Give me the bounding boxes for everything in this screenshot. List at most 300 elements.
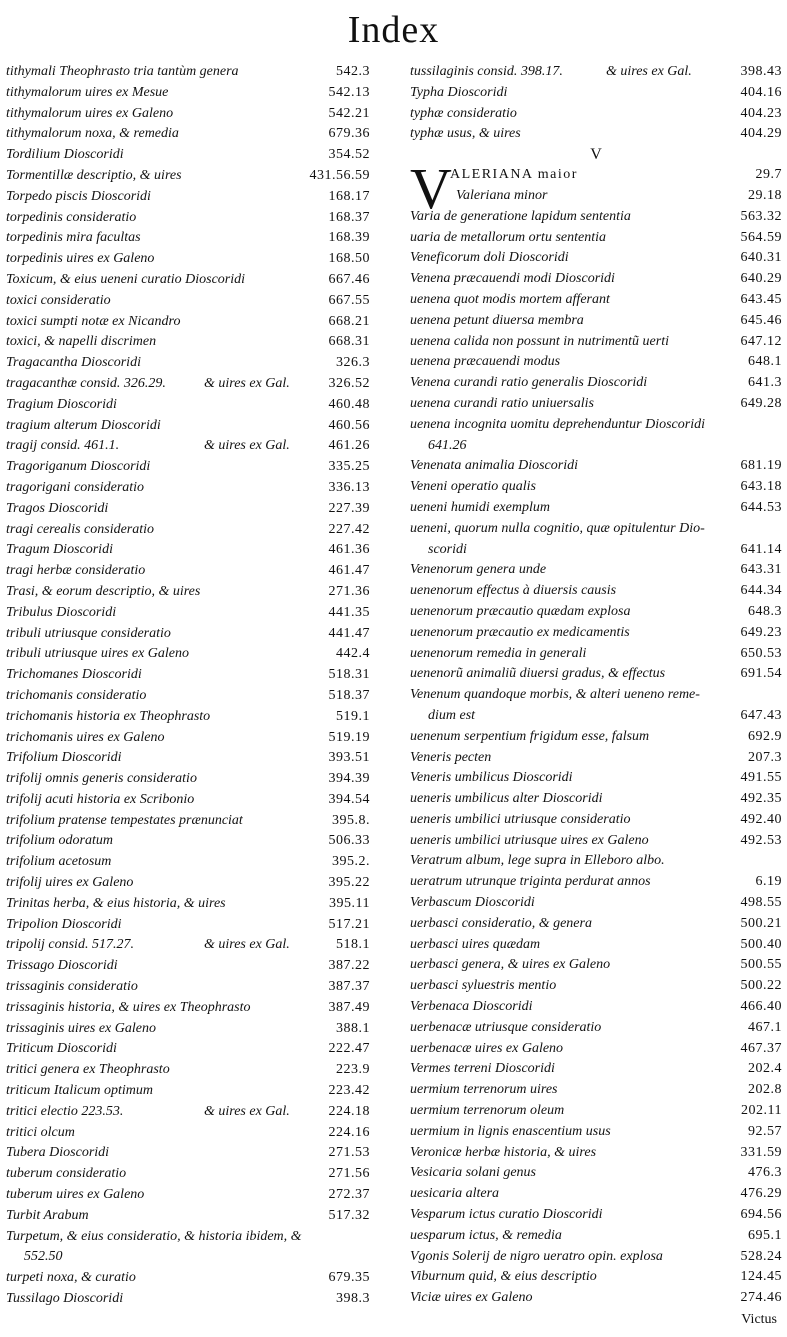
index-entry xyxy=(6,436,370,457)
entry-text: uerbenacæ utriusque consideratio xyxy=(410,1019,602,1035)
entry-text: Venenorum genera unde xyxy=(410,562,547,578)
page-reference: 271.36 xyxy=(328,583,370,599)
page-reference: 641.3 xyxy=(748,375,782,391)
index-entry xyxy=(6,1123,370,1144)
index-entry xyxy=(6,291,370,312)
entry-text: tragorigani consideratio xyxy=(6,479,145,495)
entry-text: tragi cerealis consideratio xyxy=(6,521,155,537)
page-reference: 461.47 xyxy=(328,563,370,579)
entry-text: trichomanis consideratio xyxy=(6,687,147,703)
page-reference: 500.22 xyxy=(740,978,782,994)
index-entry xyxy=(6,208,370,229)
entry-text: ueneris umbilici utriusque consideratio xyxy=(410,811,631,827)
entry-text: tribuli utriusque consideratio xyxy=(6,625,171,641)
index-entry xyxy=(6,831,370,852)
index-entry xyxy=(6,1102,370,1123)
page-reference: 441.47 xyxy=(328,625,370,641)
page-reference: 387.22 xyxy=(328,958,370,974)
entry-text: trissaginis uires ex Galeno xyxy=(6,1020,156,1036)
page-reference: 650.53 xyxy=(740,645,782,661)
page-reference: 393.51 xyxy=(328,750,370,766)
page-reference: 498.55 xyxy=(740,895,782,911)
index-entry xyxy=(6,707,370,728)
page-reference: 326.52 xyxy=(328,375,370,391)
page-reference: 442.4 xyxy=(336,646,370,662)
page-reference: 227.39 xyxy=(328,500,370,516)
index-entry xyxy=(6,395,370,416)
entry-text: toxici consideratio xyxy=(6,292,111,308)
entry-text: Tubera Dioscoridi xyxy=(6,1145,110,1161)
index-entry xyxy=(6,228,370,249)
page-reference: 542.21 xyxy=(328,105,370,121)
index-entry xyxy=(410,623,782,644)
entry-text: Verbenaca Dioscoridi xyxy=(410,999,533,1015)
entry-text: tithymalorum noxa, & remedia xyxy=(6,126,179,142)
index-entry xyxy=(6,894,370,915)
page-reference: 563.32 xyxy=(740,208,782,224)
page-reference: 519.19 xyxy=(328,729,370,745)
entry-text: Venena præcauendi modi Dioscoridi xyxy=(410,271,615,287)
entry-text: uenena præcauendi modus xyxy=(410,354,561,370)
index-entry xyxy=(6,62,370,83)
entry-text: uaria de metallorum ortu sententia xyxy=(410,229,606,245)
index-entry xyxy=(6,1206,370,1227)
index-entry xyxy=(410,1163,782,1184)
page-reference: 542.3 xyxy=(336,64,370,79)
index-entry xyxy=(410,373,782,394)
page-reference: 694.56 xyxy=(740,1207,782,1223)
page-reference: 202.4 xyxy=(748,1061,782,1077)
page-reference: 467.37 xyxy=(740,1040,782,1056)
page-reference: 500.21 xyxy=(740,915,782,931)
entry-text: uermium terrenorum uires xyxy=(410,1082,558,1098)
page-reference: 506.33 xyxy=(328,833,370,849)
index-entry xyxy=(410,976,782,997)
page-reference: 476.29 xyxy=(740,1186,782,1202)
index-entry xyxy=(6,457,370,478)
page-reference: 168.39 xyxy=(328,230,370,246)
index-entry xyxy=(6,332,370,353)
page-reference: 398.43 xyxy=(740,64,782,79)
index-entry xyxy=(410,789,782,810)
entry-text: uenena curandi ratio uniuersalis xyxy=(410,395,594,411)
entry-text: Tripolion Dioscoridi xyxy=(6,916,122,932)
index-entry xyxy=(6,312,370,333)
page-reference: 668.21 xyxy=(328,313,370,329)
entry-text: Viciæ uires ex Galeno xyxy=(410,1290,533,1306)
index-entry xyxy=(410,456,782,477)
page-reference: 395.8. xyxy=(332,812,370,828)
entry-text: Vgonis Solerij de nigro ueratro opin. explosa xyxy=(410,1248,663,1264)
entry-text: Tribulus Dioscoridi xyxy=(6,604,117,620)
entry-text: Venenata animalia Dioscoridi xyxy=(410,458,578,474)
page-reference: 695.1 xyxy=(748,1227,782,1243)
page-reference: 528.24 xyxy=(740,1248,782,1264)
page-reference: 404.16 xyxy=(740,84,782,100)
page-reference: 6.19 xyxy=(755,874,782,890)
page-reference: 395.22 xyxy=(328,875,370,891)
page-reference: 542.13 xyxy=(328,84,370,100)
page-reference: 335.25 xyxy=(328,459,370,475)
page-reference: 460.48 xyxy=(328,396,370,412)
entry-text: Tormentillæ descriptio, & uires xyxy=(6,167,182,183)
index-entry xyxy=(6,998,370,1019)
entry-addendum: & uires ex Gal. xyxy=(204,937,290,953)
page-reference: 491.55 xyxy=(740,770,782,786)
page-reference: 395.11 xyxy=(329,895,370,911)
index-entry xyxy=(410,1101,782,1122)
page-reference: 643.45 xyxy=(740,291,782,307)
entry-text: Veneris umbilicus Dioscoridi xyxy=(410,770,573,786)
page-reference: 500.40 xyxy=(740,936,782,952)
page-reference: 645.46 xyxy=(740,312,782,328)
entry-text: uenenum serpentium frigidum esse, falsum xyxy=(410,728,650,744)
index-entry xyxy=(410,1059,782,1080)
index-entry xyxy=(410,540,782,561)
entry-text: tragacanthæ consid. 326.29. xyxy=(6,375,166,391)
entry-text: Trasi, & eorum descriptio, & uires xyxy=(6,583,201,599)
page-reference: 649.28 xyxy=(740,395,782,411)
page-reference: 667.46 xyxy=(328,271,370,287)
drop-cap: V xyxy=(410,156,452,222)
entry-text: dium est xyxy=(428,707,476,723)
index-entry xyxy=(6,769,370,790)
index-entry xyxy=(6,1164,370,1185)
entry-text: uenena petunt diuersa membra xyxy=(410,312,584,328)
entry-text: uenenorũ animaliũ diuersi gradus, & effectus xyxy=(410,666,666,682)
entry-text: Tussilago Dioscoridi xyxy=(6,1291,124,1307)
entry-text: ueneni humidi exemplum xyxy=(410,499,550,515)
index-entry xyxy=(6,811,370,832)
entry-text: tritici electio 223.53. xyxy=(6,1103,124,1119)
page-reference: 227.42 xyxy=(328,521,370,537)
page-reference: 460.56 xyxy=(328,417,370,433)
page-reference: 692.9 xyxy=(748,728,782,744)
index-entry xyxy=(410,352,782,373)
entry-text: tritici olcum xyxy=(6,1124,75,1140)
entry-text: tragium alterum Dioscoridi xyxy=(6,417,161,433)
section-letter: V xyxy=(590,146,602,164)
page-reference: 679.36 xyxy=(328,126,370,142)
page-reference: 202.8 xyxy=(748,1082,782,1098)
entry-text: Veneni operatio qualis xyxy=(410,479,536,495)
index-entry xyxy=(410,332,782,353)
index-entry xyxy=(410,893,782,914)
page-reference: 643.18 xyxy=(740,479,782,495)
entry-text: ueratrum utrunque triginta perdurat annos xyxy=(410,874,651,890)
entry-text: tuberum uires ex Galeno xyxy=(6,1187,145,1203)
index-entry xyxy=(410,1080,782,1101)
entry-text: Turbit Arabum xyxy=(6,1207,89,1223)
page-reference: 641.14 xyxy=(740,541,782,557)
entry-text: tripolij consid. 517.27. xyxy=(6,937,134,953)
page-reference: 394.54 xyxy=(328,791,370,807)
page-reference: 640.31 xyxy=(740,250,782,266)
index-entry xyxy=(6,1143,370,1164)
page-reference: 223.9 xyxy=(336,1062,370,1078)
index-entry xyxy=(410,748,782,769)
page-reference: 29.18 xyxy=(748,187,782,203)
index-entry xyxy=(6,1247,370,1268)
page-reference: 404.29 xyxy=(740,126,782,142)
page-reference: 518.37 xyxy=(328,687,370,703)
index-entry xyxy=(6,249,370,270)
entry-addendum: & uires ex Gal. xyxy=(204,375,290,391)
entry-text: Vesicaria solani genus xyxy=(410,1165,536,1181)
index-entry xyxy=(6,187,370,208)
index-entry xyxy=(6,956,370,977)
page-reference: 644.34 xyxy=(740,583,782,599)
index-entry xyxy=(6,1227,370,1248)
page-reference: 518.31 xyxy=(328,667,370,683)
index-entry xyxy=(410,290,782,311)
index-entry xyxy=(6,873,370,894)
index-entry xyxy=(410,415,782,436)
entry-text: Valeriana minor xyxy=(456,187,548,203)
index-entry xyxy=(410,685,782,706)
page-reference: 431.56.59 xyxy=(309,167,370,183)
entry-text: trifolij uires ex Galeno xyxy=(6,875,134,891)
entry-text: trichomanis uires ex Galeno xyxy=(6,729,165,745)
page-title: Index xyxy=(347,9,440,51)
index-entry xyxy=(6,561,370,582)
index-entry xyxy=(410,810,782,831)
page-reference: 388.1 xyxy=(336,1020,370,1036)
entry-text: trissaginis consideratio xyxy=(6,979,138,995)
index-entry xyxy=(410,955,782,976)
page-reference: 461.36 xyxy=(328,542,370,558)
page-reference: 336.13 xyxy=(328,479,370,495)
page-reference: 274.46 xyxy=(740,1290,782,1306)
index-entry xyxy=(410,727,782,748)
page-reference: 492.40 xyxy=(740,811,782,827)
page-reference: 404.23 xyxy=(740,105,782,121)
index-entry xyxy=(410,436,782,457)
index-entry xyxy=(410,997,782,1018)
index-entry xyxy=(6,520,370,541)
page-reference: 92.57 xyxy=(748,1123,782,1139)
page-reference: 518.1 xyxy=(336,937,370,953)
page-reference: 331.59 xyxy=(740,1144,782,1160)
index-entry xyxy=(6,686,370,707)
index-entry xyxy=(410,1267,782,1288)
entry-text: Veneris pecten xyxy=(410,749,492,765)
index-entry xyxy=(410,706,782,727)
index-entry xyxy=(6,665,370,686)
index-entry xyxy=(6,582,370,603)
index-entry xyxy=(6,478,370,499)
index-entry xyxy=(6,374,370,395)
index-entry xyxy=(410,83,782,104)
entry-text: uermium terrenorum oleum xyxy=(410,1103,565,1119)
entry-text: Triticum Dioscoridi xyxy=(6,1041,117,1057)
index-entry xyxy=(6,852,370,873)
index-entry xyxy=(410,1018,782,1039)
entry-text: Venena curandi ratio generalis Dioscoridi xyxy=(410,375,648,391)
entry-text: Venenum quandoque morbis, & alteri ueneno reme- xyxy=(410,687,700,703)
index-entry xyxy=(6,145,370,166)
entry-text: typhæ consideratio xyxy=(410,105,517,121)
index-entry xyxy=(6,603,370,624)
entry-text: uesparum ictus, & remedia xyxy=(410,1227,562,1243)
entry-text: torpedinis uires ex Galeno xyxy=(6,251,155,267)
index-entry xyxy=(410,602,782,623)
page-reference: 492.53 xyxy=(740,832,782,848)
entry-text: trichomanis historia ex Theophrasto xyxy=(6,708,211,724)
page-reference: 168.50 xyxy=(328,251,370,267)
page-reference: 224.18 xyxy=(328,1103,370,1119)
entry-text: ueneni, quorum nulla cognitio, quæ opitulentur Dio- xyxy=(410,520,705,536)
index-entry xyxy=(410,228,782,249)
page-reference: 271.53 xyxy=(328,1145,370,1161)
page-reference: 441.35 xyxy=(328,604,370,620)
index-entry xyxy=(6,166,370,187)
entry-text: uesicaria altera xyxy=(410,1186,500,1202)
index-entry xyxy=(6,728,370,749)
entry-text: uenena incognita uomitu deprehenduntur Dioscoridi xyxy=(410,416,705,432)
entry-text: Torpedo piscis Dioscoridi xyxy=(6,188,151,204)
page-reference: 644.53 xyxy=(740,499,782,515)
entry-text: uenenorum effectus à diuersis causis xyxy=(410,583,617,599)
entry-text: Tordilium Dioscoridi xyxy=(6,147,124,163)
page-reference: 202.11 xyxy=(741,1103,782,1119)
index-entry xyxy=(410,644,782,665)
entry-addendum: & uires ex Gal. xyxy=(204,438,290,454)
entry-text: Varia de generatione lapidum sententia xyxy=(410,208,631,224)
page-reference: 648.1 xyxy=(748,354,782,370)
entry-text: toxici, & napelli discrimen xyxy=(6,334,157,350)
page-reference: 326.3 xyxy=(336,355,370,371)
index-entry xyxy=(410,248,782,269)
entry-text: trifolij acuti historia ex Scribonio xyxy=(6,791,195,807)
entry-text: tithymali Theophrasto tria tantùm genera xyxy=(6,64,239,79)
page-reference: 649.23 xyxy=(740,624,782,640)
index-entry xyxy=(6,624,370,645)
page-reference: 168.17 xyxy=(328,188,370,204)
entry-text: typhæ usus, & uires xyxy=(410,126,521,142)
index-entry xyxy=(410,768,782,789)
page-reference: 395.2. xyxy=(332,854,370,870)
index-entry xyxy=(6,1268,370,1289)
index-entry xyxy=(410,62,782,83)
entry-text: Trichomanes Dioscoridi xyxy=(6,667,142,683)
entry-text: tithymalorum uires ex Mesue xyxy=(6,84,169,100)
entry-text: Typha Dioscoridi xyxy=(410,84,508,100)
index-entry xyxy=(410,311,782,332)
index-entry xyxy=(410,104,782,125)
index-column-left xyxy=(6,62,370,1310)
entry-text: Tragos Dioscoridi xyxy=(6,500,109,516)
entry-text: turpeti noxa, & curatio xyxy=(6,1270,136,1286)
entry-text: 552.50 xyxy=(24,1249,63,1265)
index-entry xyxy=(6,1019,370,1040)
entry-text: tussilaginis consid. 398.17. xyxy=(410,64,563,79)
index-entry xyxy=(410,477,782,498)
entry-text: tithymalorum uires ex Galeno xyxy=(6,105,174,121)
entry-text: ueneris umbilicus alter Dioscoridi xyxy=(410,791,603,807)
entry-text: Toxicum, & eius ueneni curatio Dioscoridi xyxy=(6,271,246,287)
index-entry xyxy=(410,831,782,852)
entry-text: trifolium acetosum xyxy=(6,854,112,870)
page-reference: 387.49 xyxy=(328,999,370,1015)
index-entry xyxy=(410,1226,782,1247)
entry-text: Tragum Dioscoridi xyxy=(6,542,113,558)
entry-text: Turpetum, & eius consideratio, & historia ibidem, & xyxy=(6,1228,302,1244)
index-entry xyxy=(6,83,370,104)
page-reference: 387.37 xyxy=(328,979,370,995)
page-reference: 668.31 xyxy=(328,334,370,350)
index-entry xyxy=(6,790,370,811)
entry-text: tragi herbæ consideratio xyxy=(6,563,146,579)
index-entry xyxy=(6,977,370,998)
page-reference: 500.55 xyxy=(740,957,782,973)
page-reference: 476.3 xyxy=(748,1165,782,1181)
index-entry xyxy=(410,581,782,602)
page-reference: 168.37 xyxy=(328,209,370,225)
entry-text: Trinitas herba, & eius historia, & uires xyxy=(6,895,226,911)
entry-text: Tragoriganum Dioscoridi xyxy=(6,459,151,475)
index-entry xyxy=(6,1289,370,1310)
page-reference: 648.3 xyxy=(748,603,782,619)
entry-text: uerbasci uires quædam xyxy=(410,936,541,952)
page-reference: 667.55 xyxy=(328,292,370,308)
index-entry xyxy=(6,124,370,145)
index-entry xyxy=(6,935,370,956)
entry-text: Tragium Dioscoridi xyxy=(6,396,117,412)
entry-text: trifolij omnis generis consideratio xyxy=(6,771,197,787)
index-entry xyxy=(410,1039,782,1060)
entry-text: uenenorum remedia in generali xyxy=(410,645,587,661)
index-entry xyxy=(6,104,370,125)
entry-text: 641.26 xyxy=(428,437,467,453)
entry-text: Vermes terreni Dioscoridi xyxy=(410,1061,555,1077)
index-entry xyxy=(410,519,782,540)
entry-text: Viburnum quid, & eius descriptio xyxy=(410,1269,597,1285)
index-entry xyxy=(6,1185,370,1206)
entry-text: uenenorum præcautio quædam explosa xyxy=(410,603,631,619)
entry-text: Trissago Dioscoridi xyxy=(6,958,118,974)
index-entry xyxy=(6,353,370,374)
entry-text: Veronicæ herbæ historia, & uires xyxy=(410,1144,597,1160)
index-column-right xyxy=(410,62,782,1309)
entry-text: trifolium odoratum xyxy=(6,833,113,849)
entry-text: Trifolium Dioscoridi xyxy=(6,750,122,766)
page-reference: 492.35 xyxy=(740,791,782,807)
entry-text: Verbascum Dioscoridi xyxy=(410,895,535,911)
page-reference: 223.42 xyxy=(328,1083,370,1099)
page-reference: 394.39 xyxy=(328,771,370,787)
page-reference: 354.52 xyxy=(328,147,370,163)
index-entry xyxy=(6,915,370,936)
page-reference: 207.3 xyxy=(748,749,782,765)
index-entry xyxy=(410,664,782,685)
catchword: Victus xyxy=(741,1312,777,1327)
entry-text: Vesparum ictus curatio Dioscoridi xyxy=(410,1207,603,1223)
entry-text: uerbasci genera, & uires ex Galeno xyxy=(410,957,611,973)
index-entry xyxy=(410,872,782,893)
entry-text: tritici genera ex Theophrasto xyxy=(6,1062,170,1078)
entry-addendum: & uires ex Gal. xyxy=(606,64,692,79)
entry-text: tribuli utriusque uires ex Galeno xyxy=(6,646,190,662)
entry-text: tragij consid. 461.1. xyxy=(6,438,120,454)
page-reference: 643.31 xyxy=(740,562,782,578)
page-reference: 647.12 xyxy=(740,333,782,349)
index-entry xyxy=(410,269,782,290)
entry-text: trissaginis historia, & uires ex Theophrasto xyxy=(6,999,251,1015)
page-reference: 519.1 xyxy=(336,708,370,724)
entry-text: trifolium pratense tempestates prænunciat xyxy=(6,812,243,828)
page-reference: 679.35 xyxy=(328,1270,370,1286)
